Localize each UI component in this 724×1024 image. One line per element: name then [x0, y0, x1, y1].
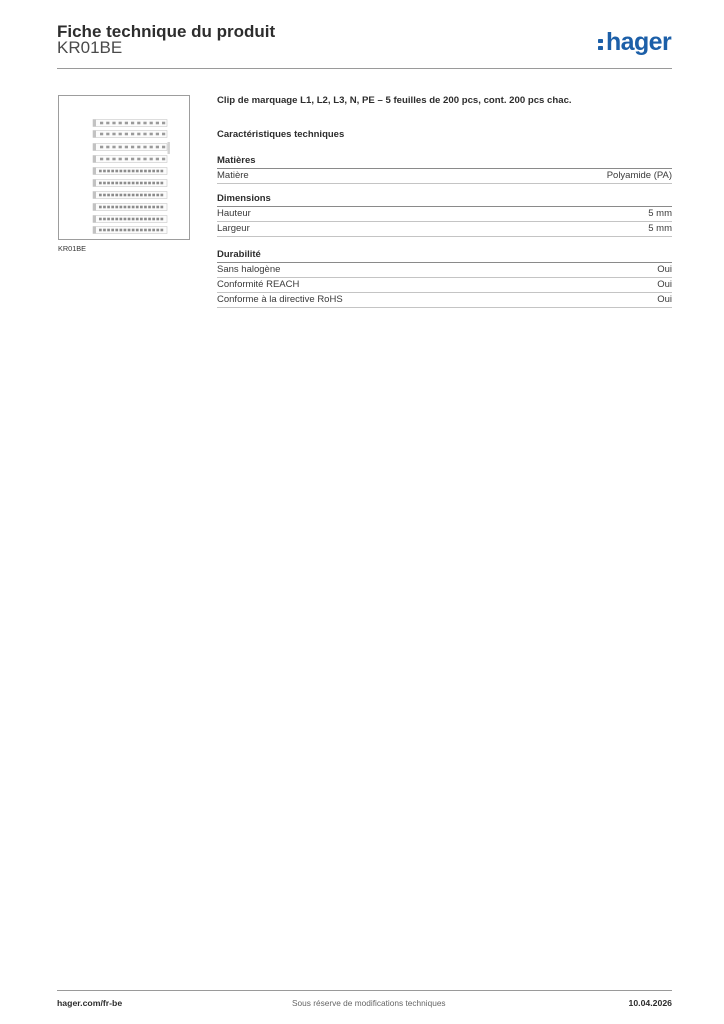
strip-mark: [148, 206, 151, 209]
spec-group-title: Matières: [217, 154, 672, 169]
spec-group-dimensions: [217, 192, 672, 237]
strip-mark: [152, 194, 155, 197]
strip-mark: [107, 182, 110, 185]
specs-heading: Caractéristiques techniques: [217, 129, 345, 140]
strip-mark: [140, 218, 143, 221]
strip-end: [93, 216, 96, 223]
hager-logo: [598, 27, 672, 57]
strip-mark: [148, 194, 151, 197]
strip-mark: [148, 229, 151, 232]
strip-mark: [111, 218, 114, 221]
footer-website: hager.com/fr-be: [57, 998, 123, 1008]
strip-mark: [148, 182, 151, 185]
spec-label: Conformité REACH: [217, 279, 300, 290]
strip-end: [93, 120, 96, 127]
strip-mark: [128, 229, 131, 232]
strip-mark: [144, 218, 147, 221]
strip-mark: [119, 133, 122, 136]
strip-mark: [162, 146, 165, 149]
strip-mark: [152, 229, 155, 232]
strip-mark: [152, 206, 155, 209]
strip-mark: [162, 158, 165, 161]
spec-group-title: Durabilité: [217, 248, 672, 263]
strip-mark: [103, 194, 106, 197]
strip-mark: [144, 170, 147, 173]
strip-mark: [106, 122, 109, 125]
strip-mark: [143, 122, 146, 125]
strip-mark: [152, 170, 155, 173]
strip-mark: [137, 133, 140, 136]
strip-mark: [162, 122, 165, 125]
strip-mark: [111, 206, 114, 209]
strip-mark: [112, 146, 115, 149]
strip-mark: [140, 206, 143, 209]
spec-value: Oui: [657, 279, 672, 290]
strip-mark: [150, 158, 153, 161]
marker-strip: [93, 144, 167, 151]
strip-mark: [115, 206, 118, 209]
strip-mark: [128, 206, 131, 209]
strip-mark: [144, 206, 147, 209]
strip-mark: [152, 218, 155, 221]
strip-mark: [144, 194, 147, 197]
strip-mark: [125, 146, 128, 149]
strip-mark: [120, 194, 123, 197]
spec-value: 5 mm: [648, 208, 672, 219]
strip-end: [93, 168, 96, 175]
spec-label: Conforme à la directive RoHS: [217, 294, 343, 305]
strip-mark: [106, 133, 109, 136]
specs-table: [217, 154, 672, 308]
strip-mark: [120, 170, 123, 173]
spec-row: [217, 169, 672, 184]
strip-mark: [125, 158, 128, 161]
strip-mark: [137, 146, 140, 149]
strip-mark: [124, 229, 127, 232]
strip-mark: [103, 170, 106, 173]
strip-mark: [161, 206, 164, 209]
strip-mark: [107, 194, 110, 197]
product-reference: KR01BE: [57, 38, 123, 57]
spec-row: [217, 207, 672, 222]
spec-label: Sans halogène: [217, 264, 281, 275]
strip-mark: [131, 146, 134, 149]
strip-mark: [148, 218, 151, 221]
strip-mark: [111, 229, 114, 232]
product-description: Clip de marquage L1, L2, L3, N, PE – 5 feuilles de 200 pcs, cont. 200 pcs chac.: [217, 95, 572, 106]
marker-strip: [93, 216, 167, 223]
strip-mark: [156, 170, 159, 173]
strip-mark: [125, 122, 128, 125]
strip-mark: [100, 122, 103, 125]
strip-mark: [111, 170, 114, 173]
strip-mark: [119, 158, 122, 161]
strip-mark: [131, 133, 134, 136]
strip-mark: [115, 229, 118, 232]
strip-mark: [107, 170, 110, 173]
marker-clip-sheet-image: [59, 96, 189, 239]
strip-mark: [103, 206, 106, 209]
strip-mark: [103, 182, 106, 185]
strip-mark: [120, 229, 123, 232]
strip-mark: [132, 170, 135, 173]
strip-mark: [132, 218, 135, 221]
strip-mark: [136, 229, 139, 232]
strip-mark: [100, 158, 103, 161]
strip-mark: [161, 170, 164, 173]
strip-mark: [140, 194, 143, 197]
strip-mark: [150, 146, 153, 149]
footer-date: 10.04.2026: [628, 998, 672, 1008]
footer-disclaimer: Sous réserve de modifications techniques: [292, 998, 446, 1008]
strip-mark: [156, 206, 159, 209]
strip-mark: [106, 158, 109, 161]
strip-mark: [137, 158, 140, 161]
spec-row: [217, 293, 672, 308]
strip-mark: [150, 133, 153, 136]
strip-mark: [115, 218, 118, 221]
marker-strip: [93, 168, 167, 175]
spec-row: [217, 278, 672, 293]
strip-end: [93, 204, 96, 211]
product-image: [58, 95, 190, 240]
strip-end: [93, 131, 96, 138]
spec-label: Matière: [217, 170, 249, 181]
strip-mark: [111, 182, 114, 185]
strip-mark: [125, 133, 128, 136]
marker-strip: [93, 204, 167, 211]
strip-mark: [132, 206, 135, 209]
spec-label: Hauteur: [217, 208, 251, 219]
strip-mark: [128, 182, 131, 185]
footer-divider: [57, 990, 672, 991]
spec-row: [217, 263, 672, 278]
strip-mark: [140, 229, 143, 232]
strip-mark: [120, 218, 123, 221]
strip-mark: [107, 206, 110, 209]
strip-mark: [161, 182, 164, 185]
strip-mark: [156, 229, 159, 232]
strip-mark: [115, 194, 118, 197]
strip-mark: [143, 158, 146, 161]
strip-mark: [144, 229, 147, 232]
strip-mark: [137, 122, 140, 125]
strip-mark: [150, 122, 153, 125]
strip-mark: [115, 182, 118, 185]
strip-mark: [144, 182, 147, 185]
strip-end: [93, 156, 96, 163]
strip-mark: [156, 218, 159, 221]
strip-mark: [124, 194, 127, 197]
strip-mark: [156, 146, 159, 149]
strip-mark: [119, 146, 122, 149]
spec-value: Polyamide (PA): [606, 170, 672, 181]
strip-mark: [132, 229, 135, 232]
strip-mark: [136, 206, 139, 209]
spec-label: Largeur: [217, 223, 250, 234]
marker-strip: [93, 192, 167, 199]
strip-mark: [112, 133, 115, 136]
strip-mark: [162, 133, 165, 136]
strip-mark: [156, 158, 159, 161]
strip-mark: [161, 218, 164, 221]
strip-mark: [100, 133, 103, 136]
strip-mark: [99, 182, 102, 185]
strip-mark: [132, 182, 135, 185]
strip-mark: [136, 170, 139, 173]
strip-mark: [156, 122, 159, 125]
strip-mark: [156, 133, 159, 136]
strip-mark: [99, 206, 102, 209]
strip-mark: [140, 182, 143, 185]
strip-mark: [131, 158, 134, 161]
strip-mark: [124, 170, 127, 173]
strip-mark: [111, 194, 114, 197]
marker-tab: [168, 142, 170, 154]
spec-row: [217, 222, 672, 237]
strip-mark: [148, 170, 151, 173]
logo-dot-top: [598, 39, 603, 44]
page-title: Fiche technique du produit: [57, 22, 276, 41]
strip-mark: [136, 218, 139, 221]
strip-mark: [99, 229, 102, 232]
strip-mark: [124, 182, 127, 185]
strip-mark: [156, 182, 159, 185]
strip-mark: [119, 122, 122, 125]
strip-mark: [161, 194, 164, 197]
logo-wordmark: hager: [606, 28, 672, 56]
strip-mark: [115, 170, 118, 173]
marker-strip: [93, 156, 167, 163]
spec-group-durability: [217, 248, 672, 308]
strip-mark: [161, 229, 164, 232]
strip-mark: [128, 170, 131, 173]
strip-mark: [120, 206, 123, 209]
spec-group-title: Dimensions: [217, 192, 672, 207]
product-image-caption: KR01BE: [58, 244, 86, 253]
strip-mark: [99, 218, 102, 221]
strip-mark: [99, 170, 102, 173]
spec-group-materials: [217, 154, 672, 184]
logo-dot-bottom: [598, 46, 603, 51]
strip-mark: [100, 146, 103, 149]
strip-mark: [103, 229, 106, 232]
strip-mark: [132, 194, 135, 197]
strip-mark: [112, 158, 115, 161]
spec-value: 5 mm: [648, 223, 672, 234]
strip-mark: [107, 229, 110, 232]
strip-end: [93, 227, 96, 234]
marker-strip: [93, 180, 167, 187]
strip-mark: [136, 194, 139, 197]
strip-mark: [143, 146, 146, 149]
strip-end: [93, 180, 96, 187]
strip-mark: [131, 122, 134, 125]
strip-mark: [136, 182, 139, 185]
strip-mark: [156, 194, 159, 197]
strip-mark: [106, 146, 109, 149]
strip-end: [93, 144, 96, 151]
strip-mark: [120, 182, 123, 185]
marker-strip: [93, 120, 167, 127]
strip-mark: [152, 182, 155, 185]
strip-mark: [103, 218, 106, 221]
strip-mark: [112, 122, 115, 125]
marker-strip: [93, 131, 167, 138]
strip-mark: [124, 206, 127, 209]
marker-strip: [93, 227, 167, 234]
strip-end: [93, 192, 96, 199]
strip-mark: [128, 218, 131, 221]
strip-mark: [99, 194, 102, 197]
spec-value: Oui: [657, 264, 672, 275]
header-divider: [57, 68, 672, 69]
strip-mark: [140, 170, 143, 173]
spec-value: Oui: [657, 294, 672, 305]
strip-mark: [124, 218, 127, 221]
strip-mark: [107, 218, 110, 221]
strip-mark: [143, 133, 146, 136]
strip-mark: [128, 194, 131, 197]
